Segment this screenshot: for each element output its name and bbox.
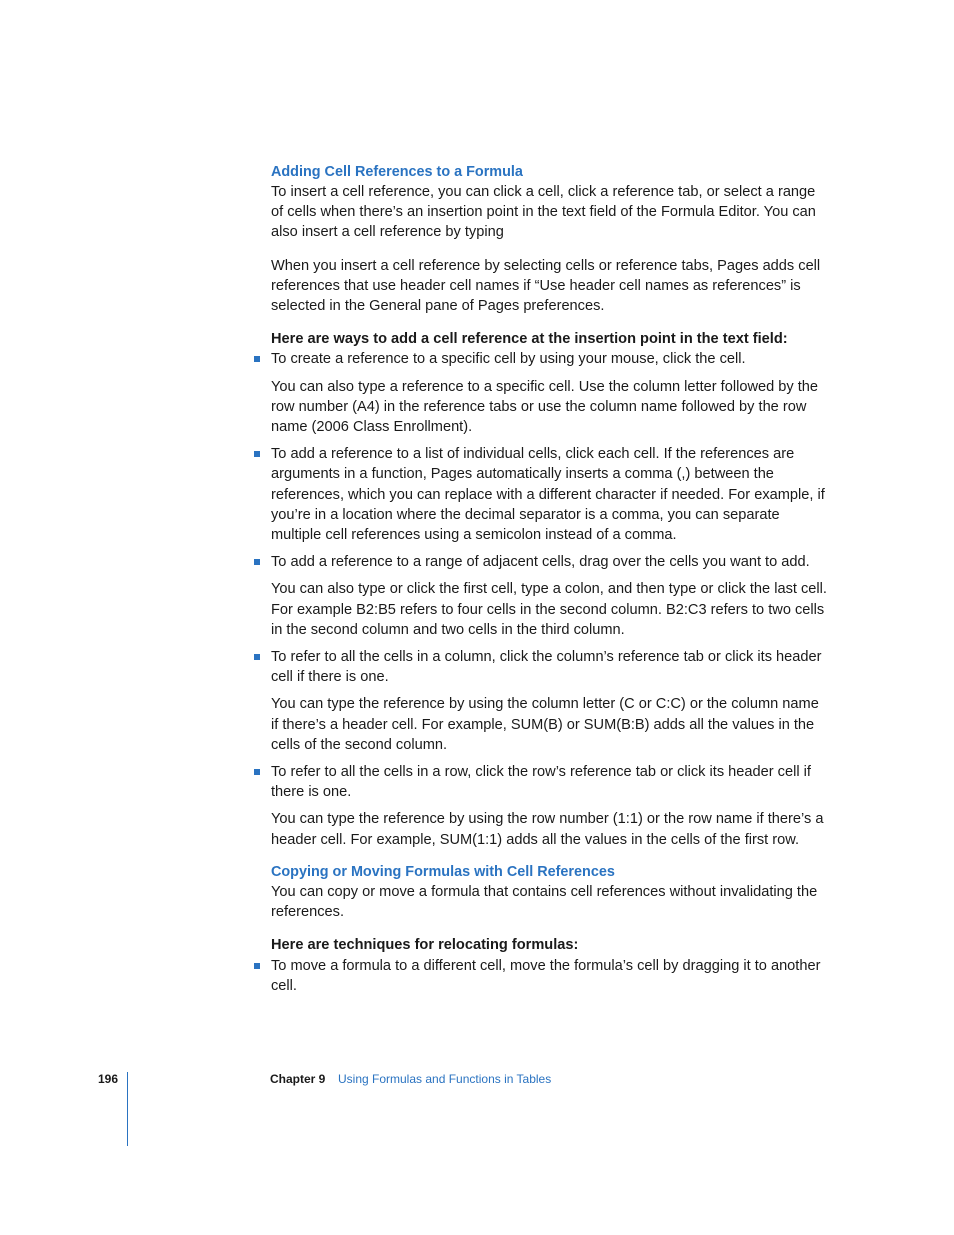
list-item-detail: You can also type a reference to a specific cell. Use the column letter followed by the row number (A4) in the reference tabs or use the column name followed by the row name (2006 Class Enrollment). xyxy=(271,378,819,436)
page-number: 196 xyxy=(98,1072,119,1086)
list-item xyxy=(271,956,827,996)
section-heading-copying-formulas: Copying or Moving Formulas with Cell References xyxy=(271,863,615,880)
list-item xyxy=(271,647,827,687)
lead-ways-to-add-reference: Here are ways to add a cell reference at the insertion point in the text field: xyxy=(271,331,788,348)
list-item xyxy=(271,552,827,572)
bullet-square-icon xyxy=(254,559,260,565)
paragraph-insert-cell-reference: To insert a cell reference, you can click a cell, click a reference tab, or select a range of cells when there’s an insertion point in the text field of the Formula Editor. You can also insert a cell reference by typing xyxy=(271,184,816,241)
list-item-text: To add a reference to a list of individual cells, click each cell. If the references are arguments in a function, Pages automatically inserts a comma (,) between the references, which you can replace with a different character if needed. For example, if you’re in a location where the decimal separator is a comma, you can separate multiple cell references using a semicolon instead of a comma. xyxy=(271,446,825,544)
list-item xyxy=(271,762,827,802)
list-item-detail: You can type the reference by using the row number (1:1) or the row name if there’s a header cell. For example, SUM(1:1) adds all the values in the cells of the first row. xyxy=(271,811,824,848)
list-item-detail: You can also type or click the first cell, type a colon, and then type or click the last cell. For example B2:B5 refers to four cells in the second column. B2:C3 refers to two cells in the second column and two cells in the third column. xyxy=(271,581,827,638)
bullet-square-icon xyxy=(254,451,260,457)
list-item-detail: You can type the reference by using the column letter (C or C:C) or the column name if there’s a header cell. For example, SUM(B) or SUM(B:B) adds all the values in the cells of the second column. xyxy=(271,696,819,753)
footer-chapter-title: Using Formulas and Functions in Tables xyxy=(338,1072,552,1086)
paragraph-header-cell-names: When you insert a cell reference by selecting cells or reference tabs, Pages adds cell references that use header cell names if “Use header cell names as references” is selected in the General pane of Pages preferences. xyxy=(271,257,821,315)
paragraph-copy-move-formula: You can copy or move a formula that contains cell references without invalidating the references. xyxy=(271,883,818,921)
footer-divider xyxy=(127,1072,128,1146)
page-content xyxy=(271,162,827,996)
bullet-square-icon xyxy=(254,654,260,660)
list-item xyxy=(271,349,827,369)
lead-relocating-techniques: Here are techniques for relocating formulas: xyxy=(271,937,579,954)
list-item-text: To move a formula to a different cell, move the formula’s cell by dragging it to another cell. xyxy=(271,957,821,994)
bullet-square-icon xyxy=(254,769,260,775)
list-item-text: To refer to all the cells in a column, click the column’s reference tab or click its header cell if there is one. xyxy=(271,649,822,686)
list-item-text: To add a reference to a range of adjacent cells, drag over the cells you want to add. xyxy=(271,554,810,571)
bullet-square-icon xyxy=(254,356,260,362)
footer-chapter-label: Chapter 9 xyxy=(270,1072,326,1086)
list-item-text: To refer to all the cells in a row, click the row’s reference tab or click its header cell if there is one. xyxy=(271,764,811,801)
list-item-text: To create a reference to a specific cell by using your mouse, click the cell. xyxy=(271,351,746,368)
section-heading-adding-cell-references: Adding Cell References to a Formula xyxy=(271,164,523,180)
list-item xyxy=(271,444,827,545)
bullet-square-icon xyxy=(254,963,260,969)
